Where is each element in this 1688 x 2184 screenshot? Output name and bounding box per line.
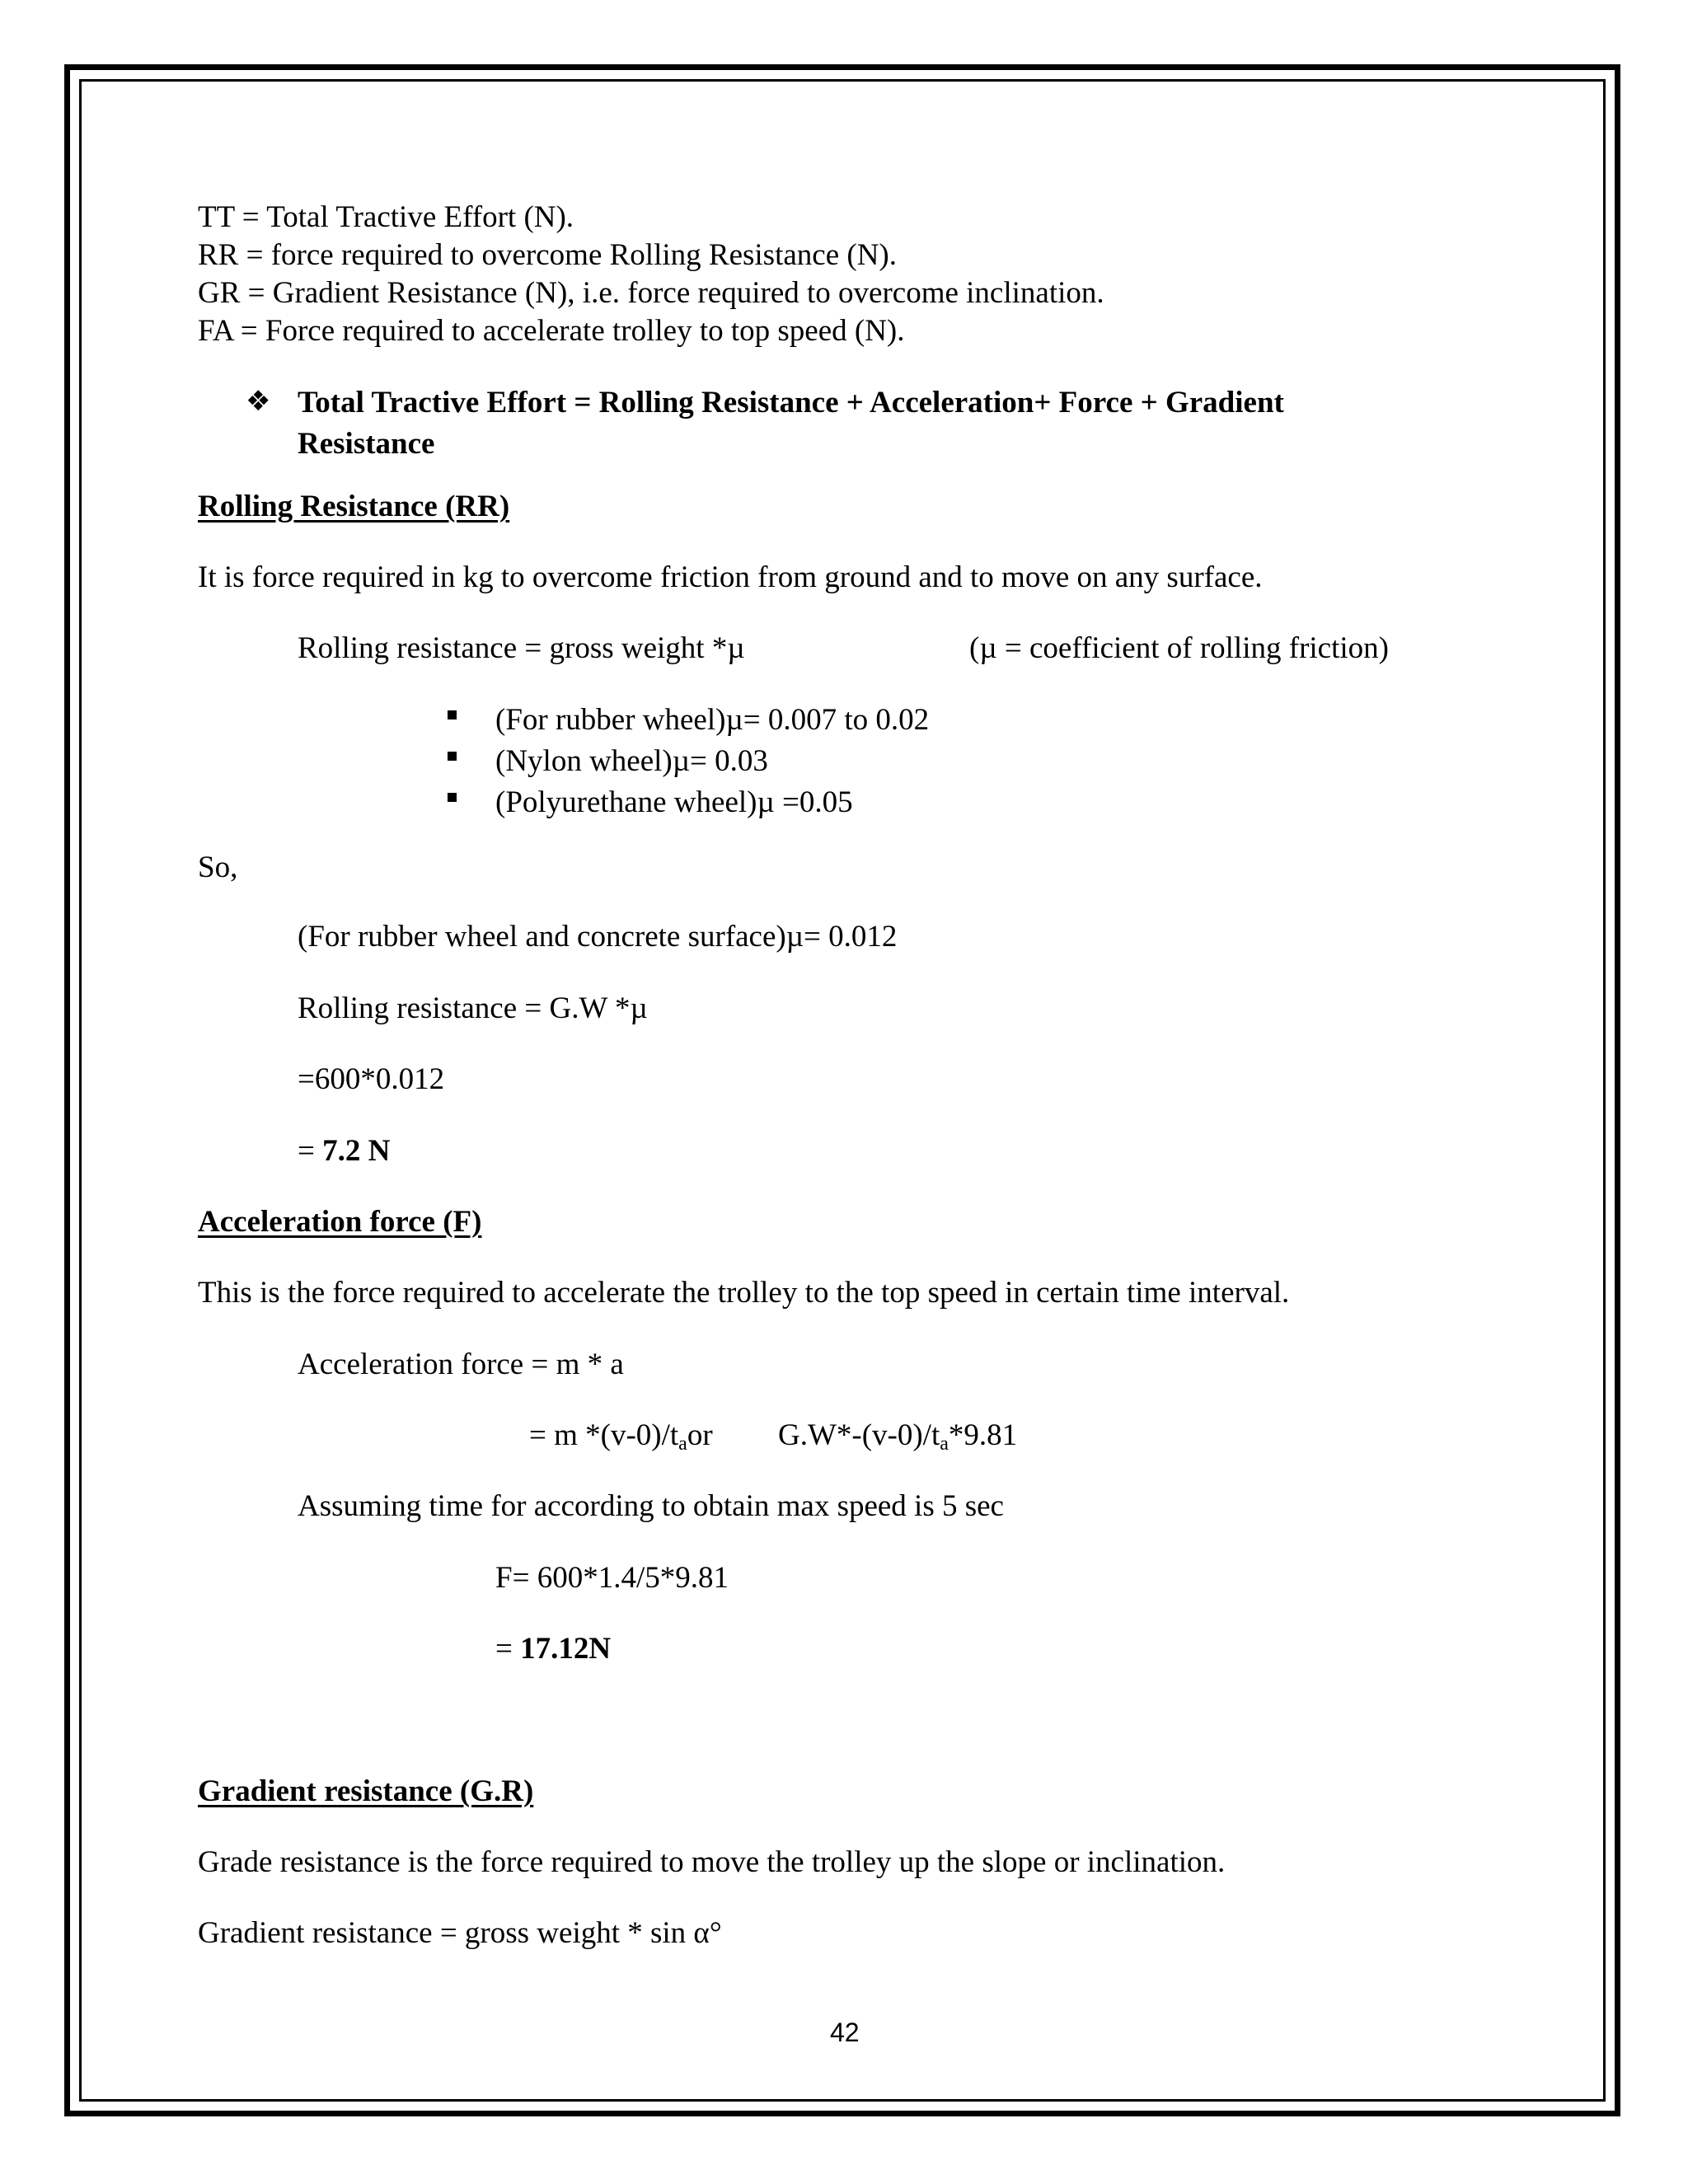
rolling-result-prefix: =	[298, 1134, 323, 1168]
expr-b-post: *9.81	[948, 1418, 1018, 1452]
expr-a-sub: a	[678, 1433, 687, 1455]
heading-rolling-resistance: Rolling Resistance (RR)	[198, 490, 510, 523]
diamond-bullet-icon: ❖	[246, 385, 271, 418]
rolling-case: (For rubber wheel and concrete surface)µ= 0.012	[298, 920, 898, 954]
expr-a-pre: = m *(v-0)/t	[529, 1418, 679, 1452]
rolling-calc-1: Rolling resistance = G.W *µ	[298, 991, 648, 1025]
rolling-bullet-rubber: (For rubber wheel)µ= 0.007 to 0.02	[495, 703, 930, 737]
acceleration-expression-a	[529, 1418, 713, 1455]
rolling-bullet-nylon: (Nylon wheel)µ= 0.03	[495, 744, 768, 778]
square-bullet-icon	[448, 793, 457, 802]
gradient-description: Grade resistance is the force required to move the trolley up the slope or inclination.	[198, 1845, 1226, 1879]
rolling-description: It is force required in kg to overcome friction from ground and to move on any surface.	[198, 560, 1263, 594]
expr-b-pre: G.W*-(v-0)/t	[778, 1418, 940, 1452]
acceleration-expression-b	[778, 1418, 1018, 1455]
rolling-result	[298, 1136, 390, 1166]
rolling-so: So,	[198, 851, 238, 884]
definition-gr: GR = Gradient Resistance (N), i.e. force required to overcome inclination.	[198, 276, 1104, 310]
rolling-formula: Rolling resistance = gross weight *µ	[298, 631, 745, 665]
definition-fa: FA = Force required to accelerate trolley to top speed (N).	[198, 314, 905, 348]
acceleration-formula: Acceleration force = m * a	[298, 1347, 624, 1381]
definition-rr: RR = force required to overcome Rolling Resistance (N).	[198, 238, 897, 272]
key-equation-line1: Total Tractive Effort = Rolling Resistance + Acceleration+ Force + Gradient	[298, 386, 1284, 419]
definition-tt: TT = Total Tractive Effort (N).	[198, 200, 574, 234]
heading-gradient-resistance: Gradient resistance (G.R)	[198, 1774, 534, 1808]
acceleration-result	[495, 1633, 611, 1664]
rolling-formula-note: (µ = coefficient of rolling friction)	[969, 631, 1389, 665]
rolling-result-value: 7.2 N	[322, 1134, 391, 1168]
acceleration-description: This is the force required to accelerate the trolley to the top speed in certain time interval.	[198, 1276, 1290, 1310]
square-bullet-icon	[448, 710, 457, 719]
heading-acceleration-force: Acceleration force (F)	[198, 1205, 482, 1239]
square-bullet-icon	[448, 752, 457, 761]
acceleration-result-prefix: =	[495, 1632, 521, 1666]
page-number: 42	[830, 2018, 860, 2047]
expr-b-sub: a	[940, 1433, 949, 1455]
acceleration-result-value: 17.12N	[520, 1632, 612, 1666]
gradient-formula: Gradient resistance = gross weight * sin α°	[198, 1916, 722, 1950]
rolling-calc-2: =600*0.012	[298, 1062, 445, 1096]
acceleration-assumption: Assuming time for according to obtain max speed is 5 sec	[298, 1489, 1004, 1523]
expr-a-post: or	[687, 1418, 713, 1452]
acceleration-calc: F= 600*1.4/5*9.81	[495, 1561, 729, 1595]
key-equation-line2: Resistance	[298, 427, 435, 461]
rolling-bullet-polyurethane: (Polyurethane wheel)µ =0.05	[495, 785, 853, 819]
